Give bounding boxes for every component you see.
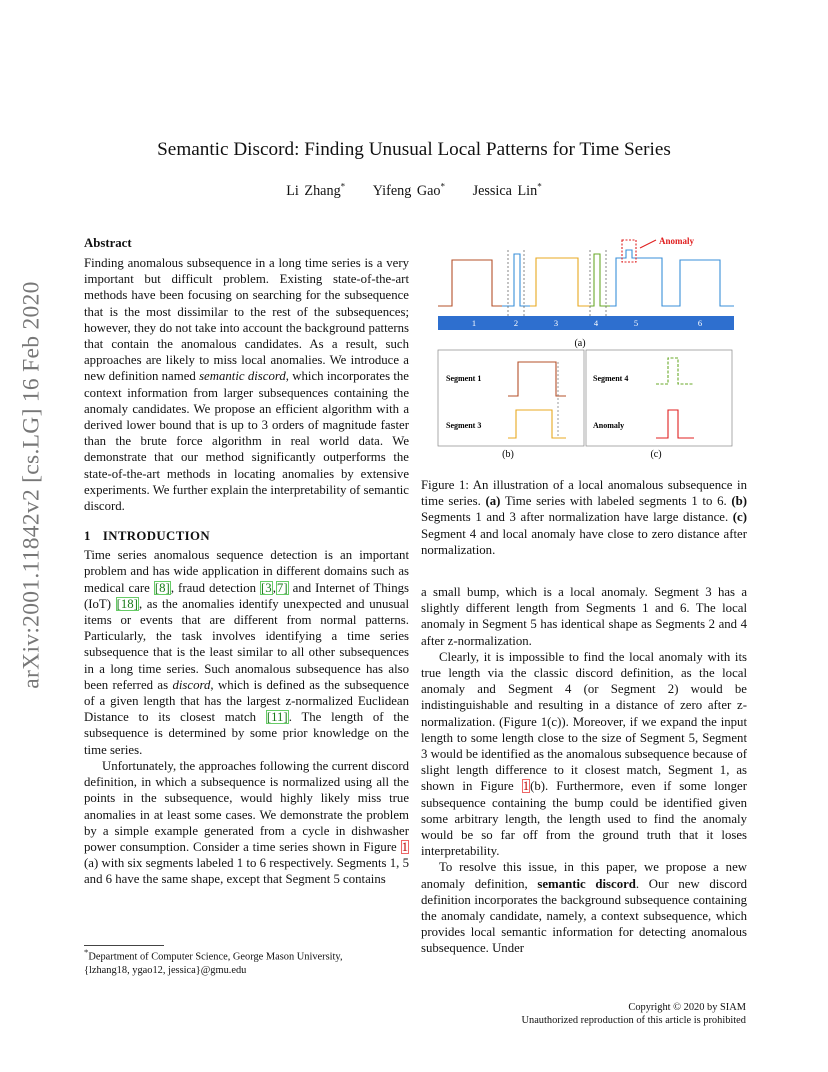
figure-1-graphic <box>430 232 740 462</box>
anomaly-arrow <box>640 240 656 248</box>
figure-link[interactable]: 1 <box>401 839 408 854</box>
segment-6-line <box>676 260 734 306</box>
panel-c-label: Segment 4 <box>593 374 629 383</box>
copyright-notice: Copyright © 2020 by SIAM Unauthorized reproduction of this article is prohibited <box>521 1002 746 1026</box>
segment-bar-label: 3 <box>553 318 559 328</box>
segment-bar-label: 4 <box>593 318 599 328</box>
panel-b-segment-1 <box>508 362 566 396</box>
author: Yifeng Gao* <box>372 181 446 199</box>
arxiv-stamp: arXiv:2001.11842v2 [cs.LG] 16 Feb 2020 <box>18 281 45 689</box>
figure-1 <box>430 232 740 462</box>
citation-link[interactable]: [11] <box>266 710 288 725</box>
left-column <box>84 236 409 888</box>
segment-1-line <box>438 260 502 306</box>
segment-3-line <box>530 258 590 306</box>
panel-label-a: (a) <box>574 338 586 349</box>
right-paragraph-1: a small bump, which is a local anomaly. Segment 3 has a slightly different length from Segments 1 and 6. The local anomaly in Segment 5 has identical shape as Segments 2 and 4 after z-normalization. <box>421 585 747 648</box>
time-series-plot <box>438 240 734 316</box>
anomaly-label: Anomaly <box>659 236 695 246</box>
section-heading: 1 INTRODUCTION <box>84 529 210 544</box>
panel-c-anomaly <box>656 410 694 438</box>
intro-paragraph-2: Unfortunately, the approaches following the current discord definition, in which a subsequence is normalized using all the points in the subsequence, would highly likely miss true anomalies in at least some cases. We demonstrate the problem by a simple example generated from a cycle in dishwasher power consumption. Consider a time series shown in Figure 1 (a) with six segments labeled 1 to 6 respectively. Segments 1, 5 and 6 have the same shape, except that Segment 5 contains <box>84 758 409 887</box>
author-list <box>0 181 828 200</box>
citation-link[interactable]: 7] <box>276 580 288 595</box>
abstract-heading: Abstract <box>84 236 132 250</box>
author: Jessica Lin* <box>472 181 542 199</box>
segment-bar-label: 6 <box>697 318 703 328</box>
right-column <box>421 584 747 957</box>
footnote: *Department of Computer Science, George Mason University, {lzhang18, ygao12, jessica}@gmu.edu <box>84 947 343 976</box>
panel-label-b: (b) <box>502 449 514 460</box>
panel-b-label: Segment 3 <box>446 421 482 430</box>
panel-c <box>586 350 732 446</box>
citation-link[interactable]: [3 <box>261 580 272 595</box>
anomaly-box <box>622 240 636 262</box>
right-paragraph-2: Clearly, it is impossible to find the local anomaly with its true length via the classic discord definition, as the local anomaly and Segment 4 (or Segment 2) would be indistinguishable and resulting in a distance of zero after z-normalization. (Figure 1(c)). Moreover, if we expand the input length to some length close to the size of Segment 5, Segment 3 would be identified as the anomalous subsequence because of slight length difference to it closest match, Segment 1, as shown in Figure 1(b). Furthermore, even if some longer subsequence containing the bump could be identified given some arbitrary length, the length used to find the anomaly would be so far off from the ground truth that it loses interpretability. <box>421 649 747 859</box>
author: Li Zhang* <box>286 181 346 199</box>
citation-link[interactable]: [18] <box>116 596 138 611</box>
panel-c-segment-4 <box>656 358 694 384</box>
figure-link[interactable]: 1 <box>522 779 530 794</box>
panel-label-c: (c) <box>650 449 662 460</box>
segment-5-line <box>610 250 676 306</box>
right-paragraph-3: To resolve this issue, in this paper, we propose a new anomaly definition, semantic discord. Our new discord definition incorporates the background subsequence containing the anomaly candidate, namely, a context subsequence, which provides local semantic information for detecting anomalous subsequence. Under <box>421 860 747 956</box>
abstract-text: Finding anomalous subsequence in a long time series is a very important but difficult problem. Existing state-of-the-art methods have been focusing on searching for the subsequence that is the most dissimilar to the rest of the subsequences; however, they do not take into account the background patterns that contain the anomalous candidates. As a result, such approaches are likely to miss local anomalies. We introduce a new definition named semantic discord, which incorporates the context information from larger subsequences containing the anomaly candidates. We propose an efficient algorithm with a derived lower bound that is up to 3 orders of magnitude faster than the brute force algorithm in real world data. We demonstrate that our method significantly outperforms the state-of-the-art methods in locating anomalies by extensive experiments. We further explain the interpretability of semantic discord. <box>84 256 409 514</box>
panel-c-label: Anomaly <box>593 421 625 430</box>
paper-title: Semantic Discord: Finding Unusual Local Patterns for Time Series <box>157 139 671 160</box>
panel-b <box>438 350 584 446</box>
citation-link[interactable]: [8] <box>154 580 170 595</box>
segment-bar-label: 1 <box>471 318 477 328</box>
copyright-symbol: © <box>673 1002 682 1013</box>
figure-caption: Figure 1: An illustration of a local anomalous subsequence in time series. (a) Time series with labeled segments 1 to 6. (b) Segments 1 and 3 after normalization have large distance. (c) Segment 4 and local anomaly have close to zero distance after normalization. <box>421 478 747 557</box>
panel-b-segment-3 <box>508 410 566 438</box>
segment-bar <box>438 316 734 330</box>
panel-b-label: Segment 1 <box>446 374 482 383</box>
segment-4-line <box>590 254 610 306</box>
segment-bar-label: 5 <box>633 318 639 328</box>
segment-2-line <box>502 254 530 306</box>
segment-bar-label: 2 <box>513 318 519 328</box>
intro-paragraph-1: Time series anomalous sequence detection is an important problem and has wide application in different domains such as medical care [8], fraud detection [3,7] and Internet of Things (IoT) [18], as the anomalies identify unexpected and unusual items or events that are different from normal patterns. Particularly, the task involves identifying a time series subsequence that is the least similar to all other subsequences in a long time series. Such anomalous subsequence has also been referred as discord, which is defined as the subsequence of a given length that has the largest z-normalized Euclidean Distance to its closest match [11]. The length of the subsequence is determined by some prior knowledge on the time series. <box>84 548 410 757</box>
